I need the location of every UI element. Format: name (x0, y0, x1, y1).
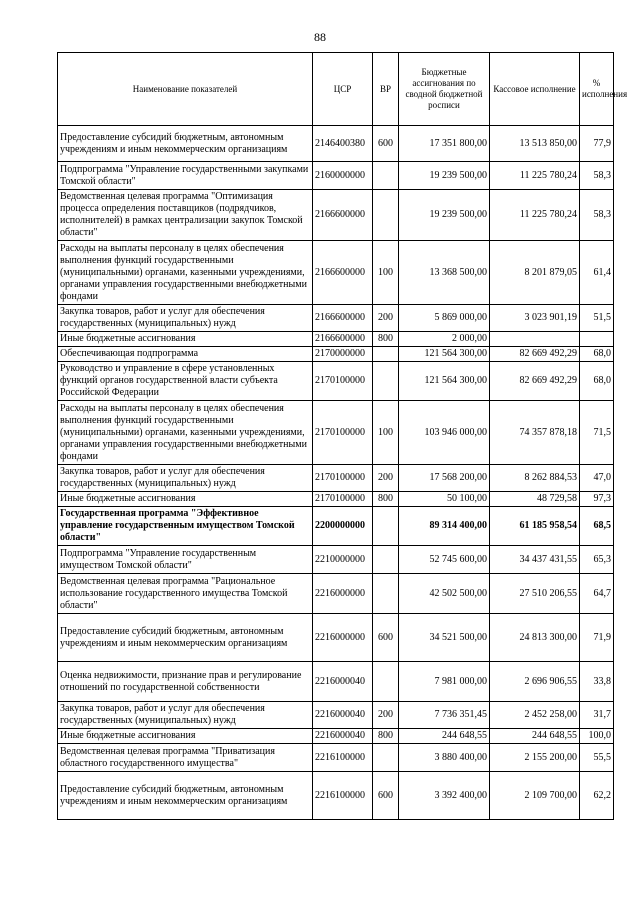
row-assigned: 7 981 000,00 (399, 662, 490, 702)
table-row (58, 662, 614, 702)
table-row (58, 574, 614, 614)
row-percent: 65,3 (580, 546, 614, 574)
header-name: Наименование показателей (58, 53, 313, 126)
row-vr (373, 546, 399, 574)
table-row (58, 190, 614, 241)
row-name: Ведомственная целевая программа "Оптимизация процесса определения поставщиков (подрядчиков, исполнителей) в рамках централизации закупок Томской области" (58, 190, 313, 241)
row-assigned: 5 869 000,00 (399, 305, 490, 332)
table-row (58, 772, 614, 820)
row-assigned: 13 368 500,00 (399, 241, 490, 305)
row-cash: 11 225 780,24 (490, 190, 580, 241)
table-row (58, 162, 614, 190)
row-percent (580, 332, 614, 347)
row-csr: 2166600000 (313, 332, 373, 347)
row-percent: 33,8 (580, 662, 614, 702)
table-row (58, 744, 614, 772)
row-csr: 2170000000 (313, 347, 373, 362)
table-row (58, 702, 614, 729)
row-cash: 244 648,55 (490, 729, 580, 744)
row-cash: 8 262 884,53 (490, 465, 580, 492)
row-vr: 600 (373, 772, 399, 820)
row-csr: 2170100000 (313, 362, 373, 401)
row-assigned: 244 648,55 (399, 729, 490, 744)
row-csr: 2170100000 (313, 401, 373, 465)
row-assigned: 3 392 400,00 (399, 772, 490, 820)
row-percent: 71,9 (580, 614, 614, 662)
table-row (58, 241, 614, 305)
row-percent: 68,5 (580, 507, 614, 546)
row-percent: 31,7 (580, 702, 614, 729)
row-vr (373, 162, 399, 190)
row-percent: 71,5 (580, 401, 614, 465)
row-cash: 27 510 206,55 (490, 574, 580, 614)
row-name: Расходы на выплаты персоналу в целях обеспечения выполнения функций государственными (муниципальными) органами, казенными учреждениями, органами управления государственными внебюджетными фондами (58, 241, 313, 305)
row-percent: 61,4 (580, 241, 614, 305)
row-csr: 2216000000 (313, 574, 373, 614)
row-vr (373, 744, 399, 772)
table-header-row (58, 53, 614, 126)
row-vr: 800 (373, 729, 399, 744)
row-percent: 58,3 (580, 190, 614, 241)
row-csr: 2216100000 (313, 772, 373, 820)
row-name: Расходы на выплаты персоналу в целях обеспечения выполнения функций государственными (муниципальными) органами, казенными учреждениями, органами управления государственными внебюджетными фондами (58, 401, 313, 465)
table-row (58, 729, 614, 744)
header-percent: % исполнения (580, 53, 614, 126)
table-row (58, 465, 614, 492)
row-name: Государственная программа "Эффективное управление государственным имуществом Томской области" (58, 507, 313, 546)
row-percent: 100,0 (580, 729, 614, 744)
row-percent: 77,9 (580, 126, 614, 162)
row-cash: 11 225 780,24 (490, 162, 580, 190)
row-name: Закупка товаров, работ и услуг для обеспечения государственных (муниципальных) нужд (58, 702, 313, 729)
row-csr: 2166600000 (313, 305, 373, 332)
row-vr: 800 (373, 492, 399, 507)
row-cash: 3 023 901,19 (490, 305, 580, 332)
header-vr: ВР (373, 53, 399, 126)
row-csr: 2170100000 (313, 465, 373, 492)
row-assigned: 17 568 200,00 (399, 465, 490, 492)
row-assigned: 50 100,00 (399, 492, 490, 507)
row-percent: 62,2 (580, 772, 614, 820)
row-csr: 2216000040 (313, 729, 373, 744)
row-cash: 2 155 200,00 (490, 744, 580, 772)
row-vr: 100 (373, 241, 399, 305)
row-csr: 2216000040 (313, 662, 373, 702)
row-name: Предоставление субсидий бюджетным, автономным учреждениям и иным некоммерческим организациям (58, 614, 313, 662)
row-assigned: 19 239 500,00 (399, 162, 490, 190)
row-assigned: 7 736 351,45 (399, 702, 490, 729)
table-row (58, 332, 614, 347)
row-csr: 2170100000 (313, 492, 373, 507)
row-csr: 2216100000 (313, 744, 373, 772)
row-name: Иные бюджетные ассигнования (58, 332, 313, 347)
table-row (58, 492, 614, 507)
row-vr: 600 (373, 614, 399, 662)
row-percent: 68,0 (580, 362, 614, 401)
row-vr (373, 507, 399, 546)
table-row (58, 401, 614, 465)
row-name: Оценка недвижимости, признание прав и регулирование отношений по государственной собственности (58, 662, 313, 702)
row-vr: 200 (373, 465, 399, 492)
row-assigned: 89 314 400,00 (399, 507, 490, 546)
row-csr: 2216000000 (313, 614, 373, 662)
row-percent: 64,7 (580, 574, 614, 614)
budget-execution-table (57, 52, 628, 820)
row-name: Подпрограмма "Управление государственными закупками Томской области" (58, 162, 313, 190)
row-cash: 74 357 878,18 (490, 401, 580, 465)
row-cash: 2 452 258,00 (490, 702, 580, 729)
row-assigned: 121 564 300,00 (399, 362, 490, 401)
table-row (58, 546, 614, 574)
row-vr (373, 347, 399, 362)
row-csr: 2166600000 (313, 190, 373, 241)
row-name: Предоставление субсидий бюджетным, автономным учреждениям и иным некоммерческим организациям (58, 772, 313, 820)
row-cash: 82 669 492,29 (490, 347, 580, 362)
row-name: Закупка товаров, работ и услуг для обеспечения государственных (муниципальных) нужд (58, 305, 313, 332)
row-cash: 34 437 431,55 (490, 546, 580, 574)
row-assigned: 103 946 000,00 (399, 401, 490, 465)
row-csr: 2210000000 (313, 546, 373, 574)
row-vr (373, 190, 399, 241)
table-row (58, 362, 614, 401)
row-name: Закупка товаров, работ и услуг для обеспечения государственных (муниципальных) нужд (58, 465, 313, 492)
row-vr (373, 662, 399, 702)
row-name: Предоставление субсидий бюджетным, автономным учреждениям и иным некоммерческим организациям (58, 126, 313, 162)
row-csr: 2200000000 (313, 507, 373, 546)
row-cash: 48 729,58 (490, 492, 580, 507)
table-row (58, 614, 614, 662)
row-cash: 82 669 492,29 (490, 362, 580, 401)
table-row (58, 305, 614, 332)
table-row (58, 347, 614, 362)
row-name: Ведомственная целевая программа "Приватизация областного государственного имущества" (58, 744, 313, 772)
row-assigned: 34 521 500,00 (399, 614, 490, 662)
row-name: Иные бюджетные ассигнования (58, 492, 313, 507)
row-vr: 200 (373, 305, 399, 332)
row-csr: 2160000000 (313, 162, 373, 190)
row-percent: 97,3 (580, 492, 614, 507)
row-name: Руководство и управление в сфере установленных функций органов государственной власти субъекта Российской Федерации (58, 362, 313, 401)
row-csr: 2146400380 (313, 126, 373, 162)
page-number: 88 (314, 30, 326, 44)
row-name: Иные бюджетные ассигнования (58, 729, 313, 744)
row-percent: 58,3 (580, 162, 614, 190)
row-csr: 2216000040 (313, 702, 373, 729)
row-vr: 100 (373, 401, 399, 465)
row-cash: 2 696 906,55 (490, 662, 580, 702)
header-assignments: Бюджетные ассигнования по сводной бюджетной росписи (399, 53, 490, 126)
row-cash (490, 332, 580, 347)
row-name: Подпрограмма "Управление государственным имуществом Томской области" (58, 546, 313, 574)
row-cash: 8 201 879,05 (490, 241, 580, 305)
table-row (58, 126, 614, 162)
row-percent: 51,5 (580, 305, 614, 332)
row-cash: 2 109 700,00 (490, 772, 580, 820)
header-cash: Кассовое исполнение (490, 53, 580, 126)
row-vr: 200 (373, 702, 399, 729)
row-percent: 68,0 (580, 347, 614, 362)
row-cash: 13 513 850,00 (490, 126, 580, 162)
row-vr (373, 574, 399, 614)
row-assigned: 42 502 500,00 (399, 574, 490, 614)
header-csr: ЦСР (313, 53, 373, 126)
row-assigned: 121 564 300,00 (399, 347, 490, 362)
row-cash: 24 813 300,00 (490, 614, 580, 662)
row-percent: 55,5 (580, 744, 614, 772)
row-vr (373, 362, 399, 401)
row-csr: 2166600000 (313, 241, 373, 305)
row-assigned: 52 745 600,00 (399, 546, 490, 574)
row-name: Обеспечивающая подпрограмма (58, 347, 313, 362)
row-percent: 47,0 (580, 465, 614, 492)
row-assigned: 19 239 500,00 (399, 190, 490, 241)
row-vr: 800 (373, 332, 399, 347)
row-cash: 61 185 958,54 (490, 507, 580, 546)
row-vr: 600 (373, 126, 399, 162)
row-name: Ведомственная целевая программа "Рациональное использование государственного имущества Томской области" (58, 574, 313, 614)
row-assigned: 2 000,00 (399, 332, 490, 347)
row-assigned: 17 351 800,00 (399, 126, 490, 162)
table-row (58, 507, 614, 546)
row-assigned: 3 880 400,00 (399, 744, 490, 772)
